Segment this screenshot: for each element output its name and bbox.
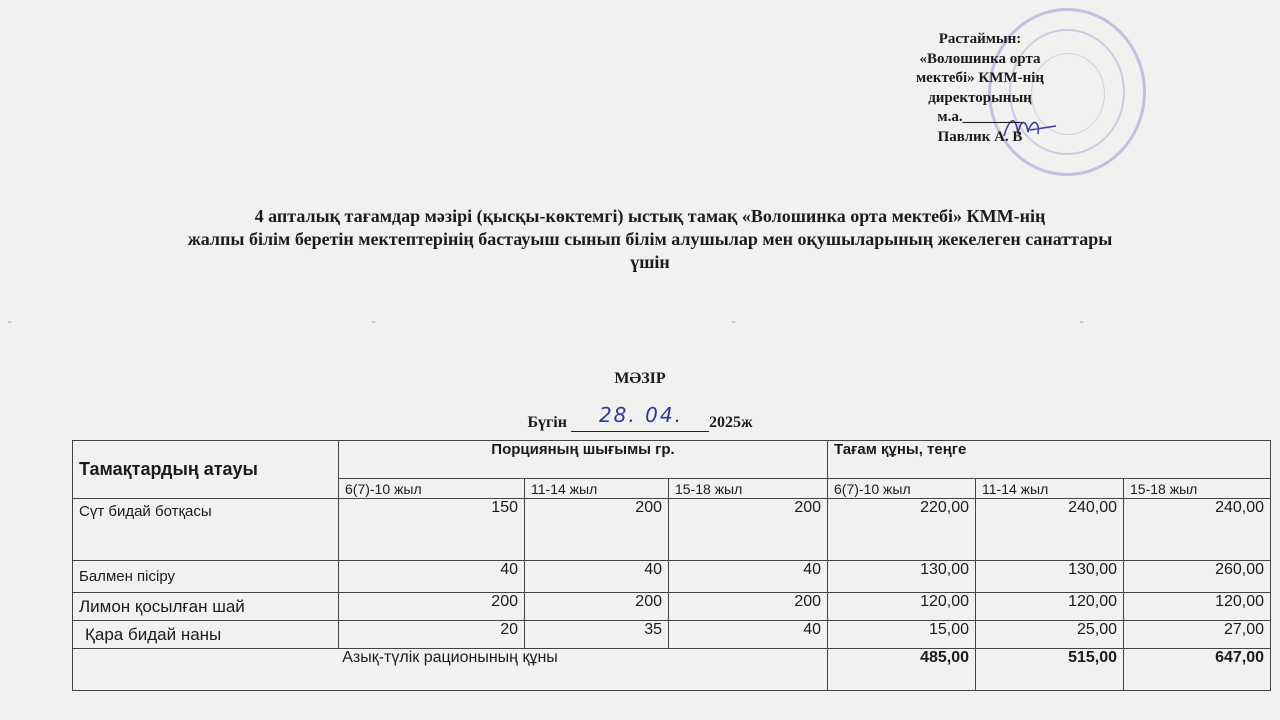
- scan-mark: ¨: [8, 320, 12, 331]
- approval-line: Растаймын:: [938, 31, 1022, 47]
- approval-line: м.а.________: [937, 109, 1023, 125]
- table-cell: 200: [669, 593, 828, 621]
- table-cell: 120,00: [828, 593, 976, 621]
- table-cell: 240,00: [1124, 499, 1271, 561]
- approval-block: [880, 30, 1080, 147]
- table-cell: 120,00: [976, 593, 1124, 621]
- dish-name: Балмен пісіру: [73, 561, 339, 593]
- sub-header: 6(7)-10 жыл: [828, 479, 976, 499]
- table-cell: 150: [339, 499, 525, 561]
- table-cell: 200: [339, 593, 525, 621]
- table-cell: 35: [525, 621, 669, 649]
- approval-line: «Волошинка орта: [919, 50, 1041, 67]
- sub-header: 11-14 жыл: [976, 479, 1124, 499]
- table-cell: 40: [525, 561, 669, 593]
- table-cell: 200: [669, 499, 828, 561]
- sub-header: 11-14 жыл: [525, 479, 669, 499]
- table-cell: 40: [669, 561, 828, 593]
- table-row: [73, 621, 1271, 649]
- title-line: үшін: [630, 252, 670, 272]
- table-cell: 20: [339, 621, 525, 649]
- approval-line: директорының: [928, 89, 1032, 106]
- scan-mark: ¨: [1080, 320, 1084, 331]
- total-label: Азық-түлік рационының құны: [73, 649, 828, 691]
- approval-line: Павлик А. В: [937, 128, 1023, 145]
- date-suffix: 2025ж: [708, 414, 753, 431]
- table-cell: 27,00: [1124, 621, 1271, 649]
- col-header-name: Тамақтардың атауы: [73, 441, 339, 499]
- total-cell: 515,00: [976, 649, 1124, 691]
- title-line: 4 апталық тағамдар мәзірі (қысқы-көктемгі) ыстық тамақ «Волошинка орта мектебі» КММ-нің: [254, 206, 1046, 226]
- date-blank: [571, 403, 709, 432]
- table-cell: 200: [525, 593, 669, 621]
- table-cell: 220,00: [828, 499, 976, 561]
- table-row: [73, 593, 1271, 621]
- total-cell: 485,00: [828, 649, 976, 691]
- table-cell: 130,00: [976, 561, 1124, 593]
- table-cell: 25,00: [976, 621, 1124, 649]
- table-cell: 260,00: [1124, 561, 1271, 593]
- scan-mark: ¨: [372, 320, 376, 331]
- sub-header: 15-18 жыл: [669, 479, 828, 499]
- handwritten-date: 28. 04.: [598, 403, 683, 427]
- table-cell: 130,00: [828, 561, 976, 593]
- dish-name: Қара бидай наны: [73, 621, 339, 649]
- table-cell: 40: [339, 561, 525, 593]
- table-cell: 15,00: [828, 621, 976, 649]
- col-header-cost: Тағам құны, теңге: [828, 441, 1271, 479]
- scan-mark: ¨: [732, 320, 736, 331]
- table-cell: 240,00: [976, 499, 1124, 561]
- total-cell: 647,00: [1124, 649, 1271, 691]
- table-row: [73, 561, 1271, 593]
- dish-name: Сүт бидай ботқасы: [73, 499, 339, 561]
- table-cell: 120,00: [1124, 593, 1271, 621]
- date-prefix: Бүгін: [527, 414, 567, 431]
- table-cell: 200: [525, 499, 669, 561]
- title-line: жалпы білім беретін мектептерінің бастауыш сынып білім алушылар мен оқушыларының жекелеген санаттары: [187, 229, 1113, 249]
- document-title: [40, 205, 1260, 274]
- col-header-portion: Порцияның шығымы гр.: [339, 441, 828, 479]
- total-row: [73, 649, 1271, 691]
- date-line: [0, 403, 1280, 432]
- menu-table: [72, 440, 1271, 691]
- approval-line: мектебі» КММ-нің: [915, 70, 1045, 86]
- dish-name: Лимон қосылған шай: [73, 593, 339, 621]
- menu-heading: МӘЗІР: [614, 370, 666, 387]
- table-row: [73, 499, 1271, 561]
- sub-header: 6(7)-10 жыл: [339, 479, 525, 499]
- table-header-row: [73, 441, 1271, 479]
- table-cell: 40: [669, 621, 828, 649]
- sub-header: 15-18 жыл: [1124, 479, 1271, 499]
